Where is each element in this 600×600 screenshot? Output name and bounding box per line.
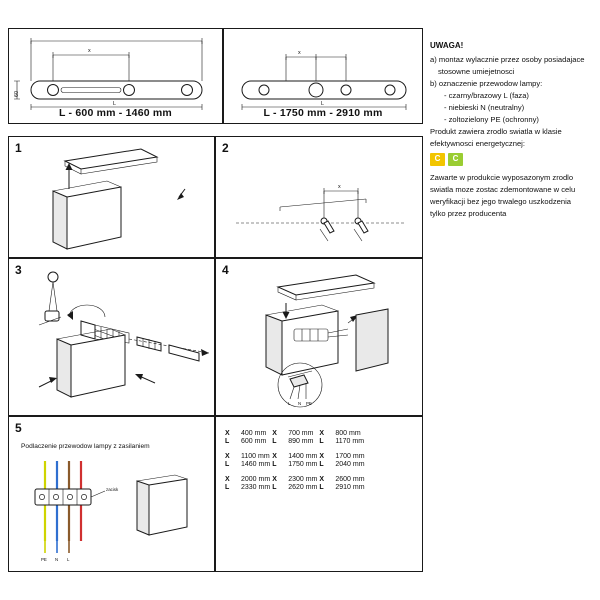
size-value: 1170 mm [335, 437, 365, 445]
table-spacer [224, 445, 366, 452]
step3-drawing [9, 259, 214, 415]
table-row [224, 437, 366, 445]
size-value: 800 mm [335, 429, 361, 437]
step5-wiring-drawing [9, 455, 214, 567]
notice-wire-n: - niebieski N (neutralny) [444, 102, 525, 112]
size-key: X [225, 429, 230, 437]
size-key: L [225, 460, 230, 468]
size-value: 890 mm [288, 437, 314, 445]
step-number-4: 4 [222, 263, 229, 277]
step-panel-5 [8, 416, 215, 572]
size-key: L [225, 483, 230, 491]
dimension-panel-long [223, 28, 423, 124]
svg-text:L: L [321, 101, 324, 107]
table-row [224, 429, 366, 437]
notice-column [430, 40, 594, 220]
size-table [224, 429, 366, 491]
size-value: 600 mm [241, 437, 267, 445]
step-number-5: 5 [15, 421, 22, 435]
size-value: 1460 mm [241, 460, 271, 468]
energy-class-badge: C [430, 153, 445, 166]
svg-text:N: N [298, 401, 302, 406]
step-panel-2 [215, 136, 423, 258]
size-value: 700 mm [288, 429, 314, 437]
svg-text:x: x [298, 50, 301, 56]
step-panel-4 [215, 258, 423, 416]
notice-line-a: a) montaz wylacznie przez osoby posiadajace [430, 54, 585, 64]
notice-line-a2: stosowne umiejetnosci [438, 66, 515, 76]
energy-class-badge: C [448, 153, 463, 166]
footer-line-4: tylko przez producenta [430, 208, 507, 218]
notice-wire-l: - czarny/brazowy L (faza) [444, 90, 529, 100]
size-value: 1750 mm [288, 460, 318, 468]
step-number-1: 1 [15, 141, 22, 155]
size-value: 400 mm [241, 429, 267, 437]
step-number-2: 2 [222, 141, 229, 155]
size-key: L [272, 437, 277, 445]
energy-heading-1: Produkt zawiera zrodlo swiatla w klasie [430, 126, 562, 136]
notice-wire-pe: - zoltozielony PE (ochronny) [444, 114, 539, 124]
size-key: L [225, 437, 230, 445]
table-spacer [224, 468, 366, 475]
energy-class-row [430, 153, 594, 166]
svg-text:L: L [288, 401, 291, 406]
step2-drawing [216, 137, 422, 257]
size-value: 2000 mm [241, 475, 271, 483]
svg-text:PE: PE [41, 557, 47, 562]
footer-line-1: Zawarte w produkcie wyposazonym zrodlo [430, 172, 574, 182]
svg-text:x: x [88, 48, 91, 54]
size-key: L [319, 460, 324, 468]
notice-line-b: b) oznaczenie przewodow lampy: [430, 78, 543, 88]
footer-line-3: weryfikacji bez jego trwalego uszkodzenia [430, 196, 571, 206]
step5-title: Podlaczenie przewodow lampy z zasilaniem [21, 443, 150, 450]
footer-line-2: swiatla moze zostac zdemontowane w celu [430, 184, 576, 194]
size-table-panel [215, 416, 423, 572]
svg-text:L: L [67, 557, 70, 562]
size-key: X [272, 475, 277, 483]
table-row [224, 452, 366, 460]
size-key: X [272, 452, 277, 460]
size-key: X [319, 429, 325, 437]
table-row [224, 475, 366, 483]
size-value: 1700 mm [335, 452, 365, 460]
energy-heading-2: efektywnosci energetycznej: [430, 138, 525, 148]
dimension-caption-short: L - 600 mm - 1460 mm [59, 107, 172, 119]
size-key: X [225, 475, 230, 483]
size-key: X [319, 475, 325, 483]
size-value: 2040 mm [335, 460, 365, 468]
size-key: X [225, 452, 230, 460]
table-row [224, 483, 366, 491]
notice-heading: UWAGA! [430, 41, 464, 50]
size-value: 2300 mm [288, 475, 318, 483]
table-row [224, 460, 366, 468]
size-value: 2910 mm [335, 483, 365, 491]
step-panel-1 [8, 136, 215, 258]
svg-text:PE: PE [306, 401, 312, 406]
size-value: 2600 mm [335, 475, 365, 483]
dimension-panel-short [8, 28, 223, 124]
svg-text:zacisk: zacisk [106, 487, 119, 492]
svg-text:x: x [338, 184, 341, 190]
size-key: L [319, 483, 324, 491]
step-panel-3 [8, 258, 215, 416]
svg-text:60: 60 [14, 91, 20, 97]
size-value: 2330 mm [241, 483, 271, 491]
dimension-caption-long: L - 1750 mm - 2910 mm [263, 107, 383, 119]
size-value: 2620 mm [288, 483, 318, 491]
size-value: 1400 mm [288, 452, 318, 460]
size-key: L [272, 460, 277, 468]
size-key: L [272, 483, 277, 491]
size-key: X [272, 429, 277, 437]
step1-drawing [9, 137, 214, 257]
size-key: X [319, 452, 325, 460]
svg-text:N: N [55, 557, 59, 562]
step4-drawing [216, 259, 422, 415]
step-number-3: 3 [15, 263, 22, 277]
svg-text:L: L [113, 101, 116, 107]
size-value: 1100 mm [241, 452, 270, 460]
size-key: L [319, 437, 324, 445]
